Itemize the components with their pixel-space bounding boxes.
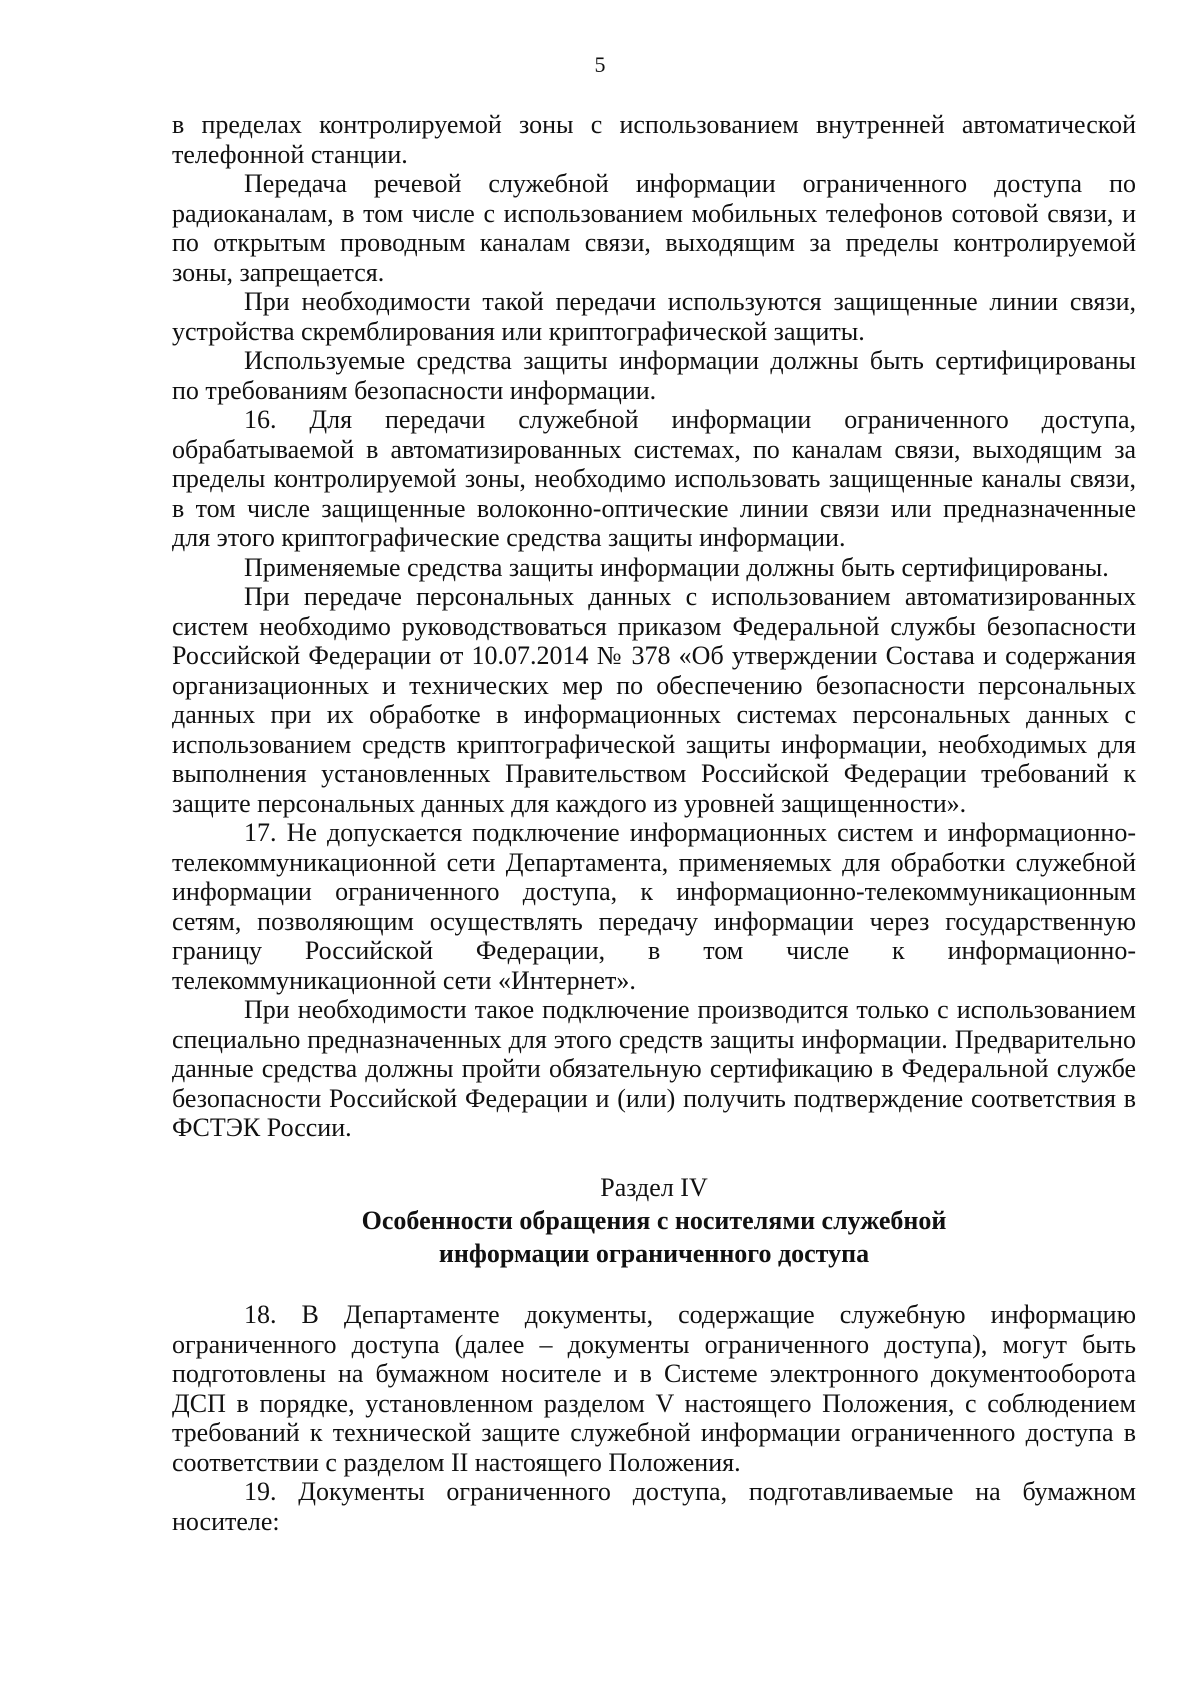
paragraph: Используемые средства защиты информации должны быть сертифицированы по требованиям безопасности информации. <box>172 346 1136 405</box>
paragraph: При необходимости такой передачи используются защищенные линии связи, устройства скремблирования или криптографической защиты. <box>172 287 1136 346</box>
paragraph: При передаче персональных данных с использованием автоматизированных систем необходимо руководствоваться приказом Федеральной службы безопасности Российской Федерации от 10.07.2014 № 378 «Об утверждении Состава и содержания организационных и технических мер по обеспечению безопасности персональных данных при их обработке в информационных системах персональных данных с использованием средств криптографической защиты информации, необходимых для выполнения установленных Правительством Российской Федерации требований к защите персональных данных для каждого из уровней защищенности». <box>172 582 1136 818</box>
paragraph: в пределах контролируемой зоны с использованием внутренней автоматической телефонной станции. <box>172 110 1136 169</box>
paragraph: 19. Документы ограниченного доступа, подготавливаемые на бумажном носителе: <box>172 1477 1136 1536</box>
section-title-line-1: Особенности обращения с носителями служебной <box>361 1206 947 1235</box>
page-number: 5 <box>594 52 606 77</box>
paragraph: 17. Не допускается подключение информационных систем и информационно-телекоммуникационной сети Департамента, применяемых для обработки служебной информации ограниченного доступа, к информационно-телекоммуникационным сетям, позволяющим осуществлять передачу информации через государственную границу Российской Федерации, в том числе к информационно-телекоммуникационной сети «Интернет». <box>172 818 1136 995</box>
paragraph: При необходимости такое подключение производится только с использованием специально предназначенных для этого средств защиты информации. Предварительно данные средства должны пройти обязательную сертификацию в Федеральной службе безопасности Российской Федерации и (или) получить подтверждение соответствия в ФСТЭК России. <box>172 995 1136 1142</box>
section-number: Раздел IV <box>600 1172 708 1202</box>
section-heading <box>172 1173 1136 1271</box>
document-body <box>172 110 1136 1536</box>
paragraph: 16. Для передачи служебной информации ограниченного доступа, обрабатываемой в автоматизированных системах, по каналам связи, выходящим за пределы контролируемой зоны, необходимо использовать защищенные каналы связи, в том числе защищенные волоконно-оптические линии связи или предназначенные для этого криптографические средства защиты информации. <box>172 405 1136 552</box>
paragraph: Применяемые средства защиты информации должны быть сертифицированы. <box>244 552 1109 582</box>
paragraph: Передача речевой служебной информации ограниченного доступа по радиоканалам, в том числе с использованием мобильных телефонов сотовой связи, и по открытым проводным каналам связи, выходящим за пределы контролируемой зоны, запрещается. <box>172 169 1136 287</box>
paragraph: 18. В Департаменте документы, содержащие служебную информацию ограниченного доступа (далее – документы ограниченного доступа), могут быть подготовлены на бумажном носителе и в Системе электронного документооборота ДСП в порядке, установленном разделом V настоящего Положения, с соблюдением требований к технической защите служебной информации ограниченного доступа в соответствии с разделом II настоящего Положения. <box>172 1300 1136 1477</box>
section-title-line-2: информации ограниченного доступа <box>438 1239 870 1268</box>
